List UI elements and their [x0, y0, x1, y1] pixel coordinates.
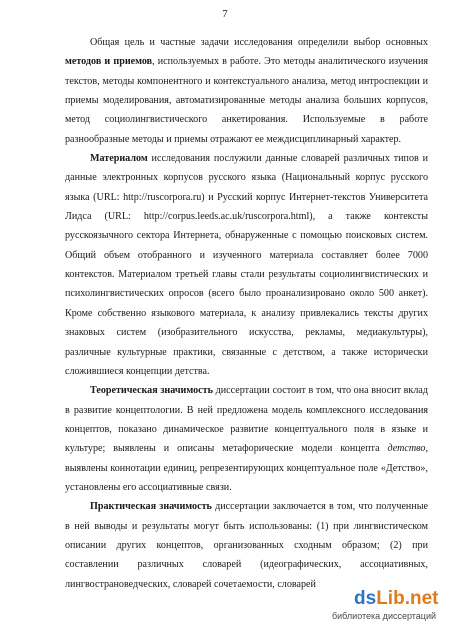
paragraph-text: , выявлены коннотации единиц, репрезентирующих концептуальное поле «Детство», установлены его ассоциативные связи.: [65, 443, 428, 493]
paragraph-text: , используемых в работе. Это методы аналитического изучения текстов, методы компонентного и контекстуального анализа, метод интроспекции и приемы моделирования, автоматизированные методы анализа больших корпусов, метод социолингвистического анкетирования. Используемые в работе разнообразные методы и приемы отражают ее междисциплинарный характер.: [65, 56, 428, 145]
watermark-tagline: библиотека диссертаций: [332, 611, 437, 621]
document-body: [65, 33, 428, 594]
watermark-brand-tld: .net: [404, 588, 439, 609]
watermark-logo: [354, 588, 438, 610]
paragraph-text: исследования послужили данные словарей различных типов и данные электронных корпусов русского языка (Национальный корпус русского языка (URL: http://ruscorpora.ru) и Русский корпус Интернет-текстов Университета Лидса (URL: http://corpus.leeds.ac.uk/ruscorpora.html), а также контексты русскоязычного сектора Интернета, обнаруженные с помощью поисковых систем. Общий объем отобранного и изученного материала составляет более 7000 контекстов. Материалом третьей главы стали результаты социолингвистических и психолингвистических опросов (всего было проанализировано около 500 анкет). Кроме собственно языкового материала, к анализу привлекались тексты других знаковых систем (изобразительного искусства, рекламы, медиакультуры), различные культурные практики, связанные с детством, а также исторически сложившиеся концепции детства.: [65, 153, 428, 377]
paragraph-text: Общая цель и частные задачи исследования определили выбор основных: [90, 37, 428, 48]
paragraph-text: диссертации заключается в том, что полученные в ней выводы и результаты могут быть использованы: (1) при лингвистическом описании других концептов, организованных сходным образом; (2) при составлении различных словарей (идеографических, ассоциативных, лингвострановедческих, словарей сочетаемости, словарей: [65, 501, 428, 590]
dslib-watermark[interactable]: [332, 588, 444, 624]
italic-term: детство: [387, 443, 426, 455]
bold-term: Материалом: [90, 153, 148, 165]
bold-term: методов и приемов: [65, 56, 153, 68]
paragraph: [65, 381, 428, 497]
paragraph: [65, 497, 428, 594]
watermark-brand-ds: ds: [354, 588, 377, 609]
paragraph: [65, 149, 428, 381]
paragraph: [65, 33, 428, 149]
paragraph-text: диссертации состоит в том, что она вносит вклад в развитие концептологии. В ней предложена модель комплексного исследования концептов, показано динамическое развитие концептуального поля в языке и культуре; выявлены и описаны метафорические модели концепта: [65, 385, 428, 455]
bold-term: Теоретическая значимость: [90, 385, 213, 397]
watermark-brand-lib: Lib: [376, 588, 405, 609]
page-number: 7: [222, 8, 228, 20]
bold-term: Практическая значимость: [90, 501, 212, 513]
